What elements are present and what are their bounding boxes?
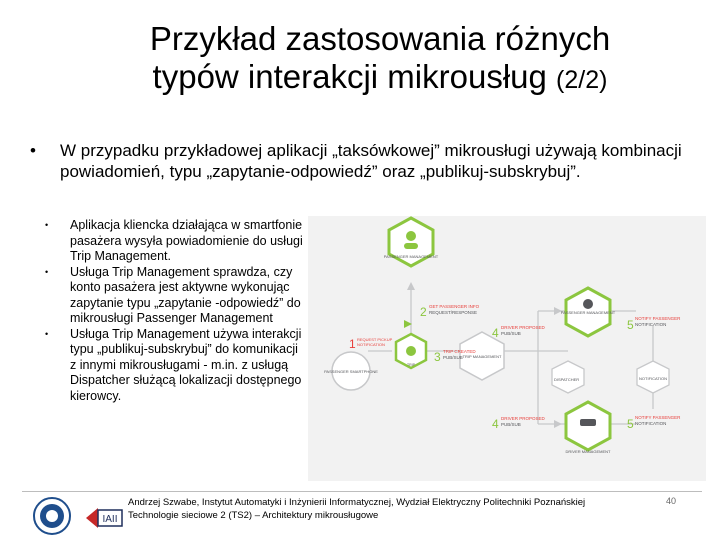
university-seal-icon <box>30 496 78 536</box>
sub-bullet-3 <box>45 327 305 405</box>
step-label: GET PASSENGER INFO <box>429 304 480 309</box>
step-label: REQUEST PICKUP <box>357 337 393 342</box>
footer-divider <box>22 491 702 492</box>
main-bullet <box>30 140 700 182</box>
node-label: TRIP MANAGEMENT <box>462 354 502 359</box>
node-label: NOTIFICATION <box>639 376 667 381</box>
car-icon <box>580 419 596 426</box>
step-number: 5 <box>627 318 634 332</box>
step-type: NOTIFICATION <box>635 421 667 426</box>
step-label: TRIP CREATED <box>443 349 476 354</box>
step-type: NOTIFICATION <box>357 342 385 347</box>
page-number: 40 <box>666 496 677 506</box>
step-number: 2 <box>420 305 427 319</box>
bullet-icon: • <box>30 141 36 160</box>
hub-icon <box>406 346 416 356</box>
bullet-icon: • <box>45 266 49 277</box>
step-type: PUB/SUB <box>501 331 521 336</box>
sub-bullet-text: Aplikacja kliencka działająca w smartfonie pasażera wysyła powiadomienie do usługi Trip Management. <box>70 218 303 263</box>
trip-hub-node <box>396 334 426 368</box>
user-icon-body <box>404 243 418 249</box>
step-type: PUB/SUB <box>501 422 521 427</box>
step-number: 4 <box>492 326 499 340</box>
slide-title <box>60 20 700 99</box>
step-number: 1 <box>349 337 356 351</box>
svg-text:PASSENGER MANAGEMENT <box>384 254 439 259</box>
sub-bullet-2 <box>45 265 305 327</box>
node-label: PASSENGER MANAGEMENT <box>383 254 439 259</box>
node-label: TRIP <box>407 363 415 367</box>
main-bullet-text: W przypadku przykładowej aplikacji „taksówkowej” mikrousługi używają kombinacji powiadomień, typu „zapytanie-odpowiedź” oraz „publikuj-subskrybuj”. <box>60 141 682 181</box>
node-label: DRIVER MANAGEMENT <box>565 449 611 454</box>
step-type: NOTIFICATION <box>635 322 667 327</box>
sub-bullet-1 <box>45 218 305 265</box>
title-line-1: Przykład zastosowania różnych <box>149 20 611 57</box>
step-number: 3 <box>434 350 441 364</box>
footer-text <box>128 496 648 522</box>
step-type: PUB/SUB <box>443 355 463 360</box>
step-label: NOTIFY PASSENGER <box>635 415 681 420</box>
footer-course: Technologie sieciowe 2 (TS2) – Architektury mikrousługowe <box>128 510 379 521</box>
sub-bullet-text: Usługa Trip Management sprawdza, czy konto pasażera jest aktywne wykonując zapytanie typu „zapytanie -odpowiedź” do mikrousługi Passenger Management <box>70 264 301 325</box>
step-number: 4 <box>492 417 499 431</box>
title-line-2 <box>60 58 700 99</box>
logo-text: IAII <box>102 514 118 525</box>
footer-author: Andrzej Szwabe, Instytut Automatyki i Inżynierii Informatycznej, Wydział Elektryczny Politechniki Poznańskiej <box>128 497 586 508</box>
bullet-icon: • <box>45 220 49 230</box>
node-label: PASSENGER SMARTPHONE <box>324 369 378 374</box>
iaii-logo-icon <box>84 504 124 532</box>
sub-bullet-list <box>45 218 305 404</box>
title-suffix: (2/2) <box>556 66 608 94</box>
step-number: 5 <box>627 417 634 431</box>
sub-bullet-text: Usługa Trip Management używa interakcji typu „publikuj-subskrybuj” do komunikacji z innymi mikrousługami - m.in. z usługą Dispatcher służącą lokalizacji dostępnego kierowcy. <box>70 326 302 403</box>
step-label: DRIVER PROPOSED <box>501 416 545 421</box>
step-label: NOTIFY PASSENGER <box>635 316 681 321</box>
user-icon <box>583 299 593 309</box>
bullet-icon: • <box>45 328 49 339</box>
user-icon <box>406 231 416 241</box>
title-line-2-text: typów interakcji mikrousług <box>152 58 547 95</box>
node-label: DISPATCHER <box>554 377 580 382</box>
step-type: REQUEST/RESPONSE <box>429 310 478 315</box>
microservices-diagram <box>308 216 706 481</box>
step-label: DRIVER PROPOSED <box>501 325 545 330</box>
node-label: PASSENGER MANAGEMENT <box>560 310 616 315</box>
diagram-background <box>308 216 706 481</box>
